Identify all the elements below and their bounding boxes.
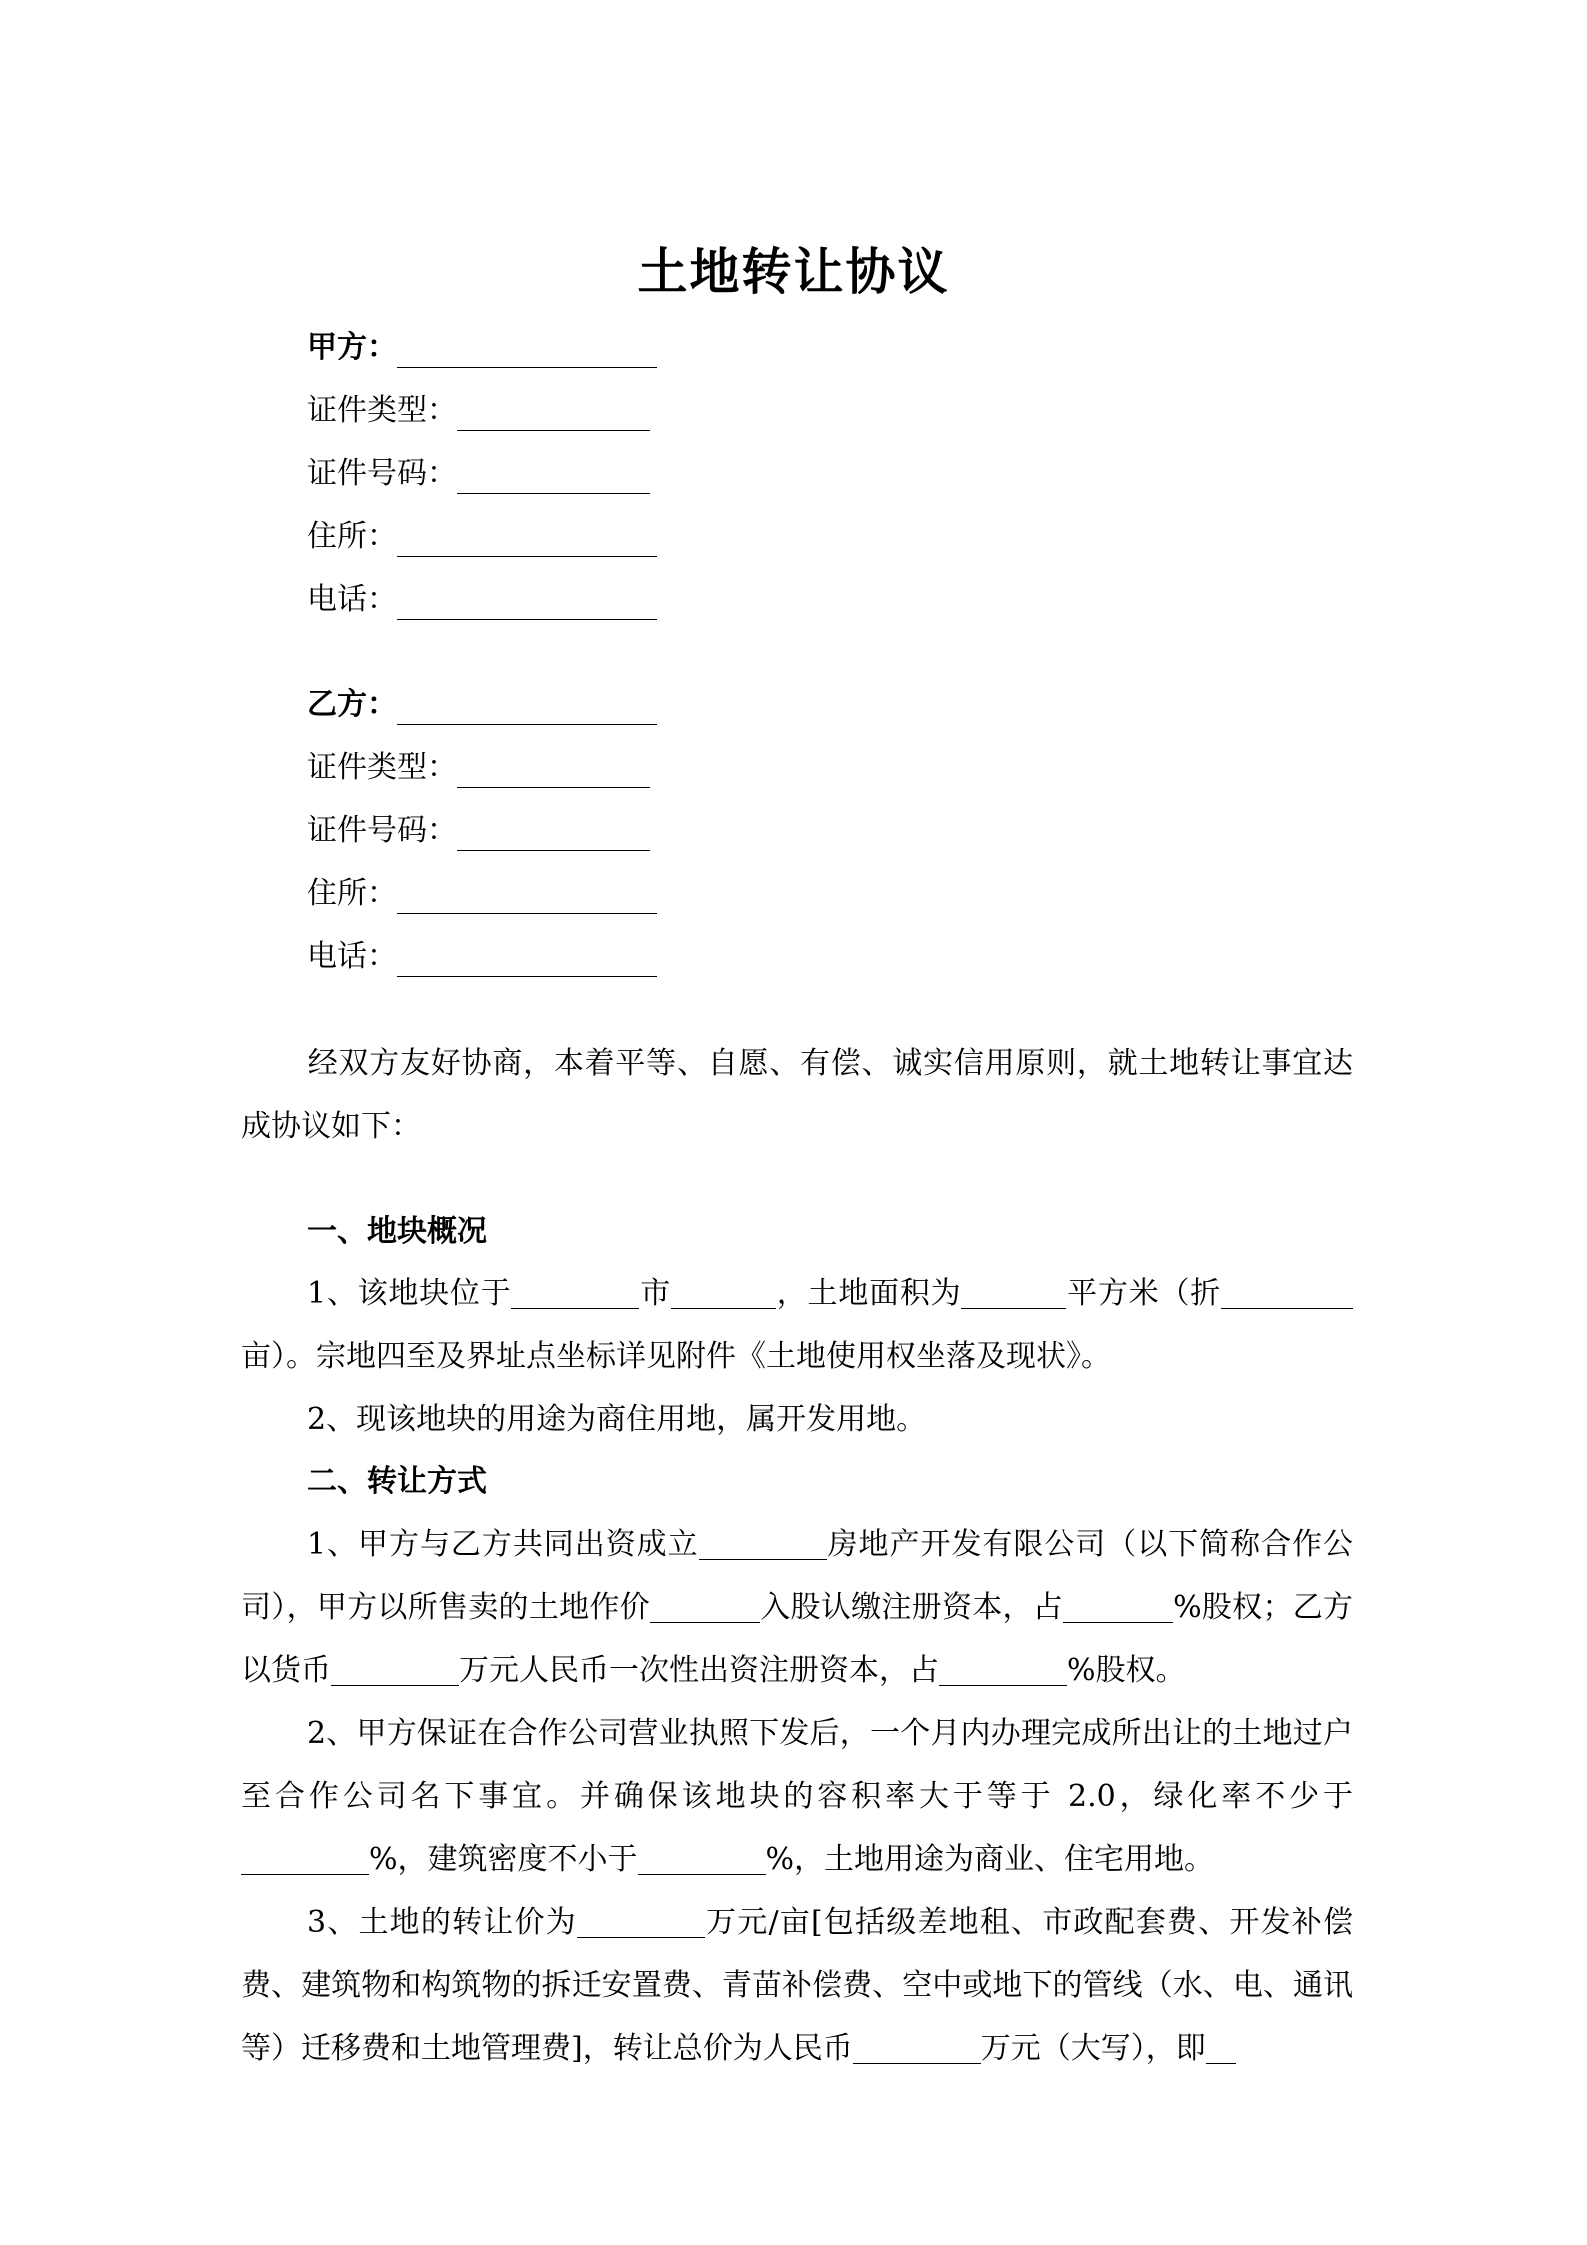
s2p3-text-b: 万元/亩[包括级差地租、市政配套费、开发补偿费、建筑物和构筑物的拆迁安置费、青苗补偿费、空中或地下的管线（水、电、通讯等）迁移费和土地管理费]，转让总价为人民币 <box>241 1905 1353 2066</box>
s1p1-district-blank[interactable] <box>671 1278 776 1309</box>
party-a-id-type-blank[interactable] <box>457 398 650 431</box>
party-b-phone-label: 电话： <box>307 939 397 974</box>
s2p1-a-share-blank[interactable] <box>1063 1592 1173 1623</box>
s1p1-text-d: 平方米（折 <box>1066 1276 1222 1311</box>
s1p2-text: 2、现该地块的用途为商住用地，属开发用地。 <box>307 1402 927 1437</box>
party-a-name-label: 甲方： <box>307 330 397 365</box>
intro-paragraph <box>241 1032 1353 1158</box>
party-b-name-label: 乙方： <box>307 687 397 722</box>
party-a-address-label: 住所： <box>307 519 397 554</box>
party-b-id-number-blank[interactable] <box>457 818 650 851</box>
s2p2-text-b: %，建筑密度不小于 <box>369 1842 638 1877</box>
s2p3-tail-blank[interactable] <box>1206 2033 1236 2064</box>
s2p1-text-a: 1、甲方与乙方共同出资成立 <box>307 1527 699 1562</box>
s2p1-b-capital-blank[interactable] <box>331 1655 459 1686</box>
section-2-paragraph-3 <box>241 1891 1353 2080</box>
section-2-heading: 二、转让方式 <box>307 1464 487 1499</box>
party-b-phone-field <box>307 937 657 977</box>
s2p2-text-a: 2、甲方保证在合作公司营业执照下发后，一个月内办理完成所出让的土地过户至合作公司名下事宜。并确保该地块的容积率大于等于 2.0，绿化率不少于 <box>241 1716 1353 1814</box>
party-b-name-blank[interactable] <box>397 692 657 725</box>
s2p1-text-e: 万元人民币一次性出资注册资本，占 <box>459 1653 939 1688</box>
party-a-id-number-field <box>307 454 650 494</box>
s1p1-text-b: 市 <box>639 1276 672 1311</box>
s2p1-b-share-blank[interactable] <box>939 1655 1067 1686</box>
party-a-id-number-label: 证件号码： <box>307 456 457 491</box>
party-b-phone-blank[interactable] <box>397 944 657 977</box>
party-b-id-type-field <box>307 748 650 788</box>
party-b-address-label: 住所： <box>307 876 397 911</box>
s2p1-text-f: %股权。 <box>1067 1653 1186 1688</box>
s1p1-text-a: 1、该地块位于 <box>307 1276 512 1311</box>
s2p3-text-c: 万元（大写），即 <box>980 2031 1206 2066</box>
party-a-address-field <box>307 517 657 557</box>
s2p1-text-d: %股权；乙方以货币 <box>241 1590 1354 1688</box>
s1p1-mu-blank[interactable] <box>1221 1278 1353 1309</box>
document-title: 土地转让协议 <box>637 243 950 301</box>
section-1-paragraph-1 <box>241 1262 1353 1388</box>
section-2-paragraph-2 <box>241 1702 1353 1891</box>
party-a-phone-label: 电话： <box>307 582 397 617</box>
party-b-id-number-field <box>307 811 650 851</box>
party-b-id-number-label: 证件号码： <box>307 813 457 848</box>
s2p2-greening-blank[interactable] <box>241 1844 369 1875</box>
party-a-phone-blank[interactable] <box>397 587 657 620</box>
s2p2-text-c: %，土地用途为商业、住宅用地。 <box>765 1842 1215 1877</box>
party-a-address-blank[interactable] <box>397 524 657 557</box>
intro-text: 经双方友好协商，本着平等、自愿、有偿、诚实信用原则，就土地转让事宜达成协议如下： <box>241 1046 1353 1144</box>
section-2-paragraph-1 <box>241 1513 1353 1702</box>
s2p1-text-c: 入股认缴注册资本，占 <box>759 1590 1064 1625</box>
party-a-id-type-field <box>307 391 650 431</box>
section-1-heading: 一、地块概况 <box>307 1214 487 1249</box>
s2p1-company-blank[interactable] <box>699 1529 827 1560</box>
party-b-address-field <box>307 874 657 914</box>
s1p1-text-c: ，土地面积为 <box>776 1276 962 1311</box>
s1p1-area-blank[interactable] <box>961 1278 1066 1309</box>
s2p2-density-blank[interactable] <box>638 1844 766 1875</box>
party-b-name-field <box>307 685 657 725</box>
s2p3-total-blank[interactable] <box>853 2033 981 2064</box>
s1p1-city-blank[interactable] <box>511 1278 639 1309</box>
s1p1-text-e: 亩）。宗地四至及界址点坐标详见附件《土地使用权坐落及现状》。 <box>241 1339 1111 1374</box>
party-a-phone-field <box>307 580 657 620</box>
party-a-id-type-label: 证件类型： <box>307 393 457 428</box>
party-b-id-type-label: 证件类型： <box>307 750 457 785</box>
s2p1-text-b: 房地产开发有限公司（以下简称合作公司），甲方以所售卖的土地作价 <box>241 1527 1354 1625</box>
s2p3-text-a: 3、土地的转让价为 <box>307 1905 577 1940</box>
section-1-paragraph-2 <box>241 1388 1353 1451</box>
party-b-id-type-blank[interactable] <box>457 755 650 788</box>
s2p1-land-value-blank[interactable] <box>650 1592 760 1623</box>
party-a-id-number-blank[interactable] <box>457 461 650 494</box>
party-b-address-blank[interactable] <box>397 881 657 914</box>
party-a-name-blank[interactable] <box>397 335 657 368</box>
party-a-name-field <box>307 328 657 368</box>
s2p3-price-blank[interactable] <box>577 1907 705 1938</box>
